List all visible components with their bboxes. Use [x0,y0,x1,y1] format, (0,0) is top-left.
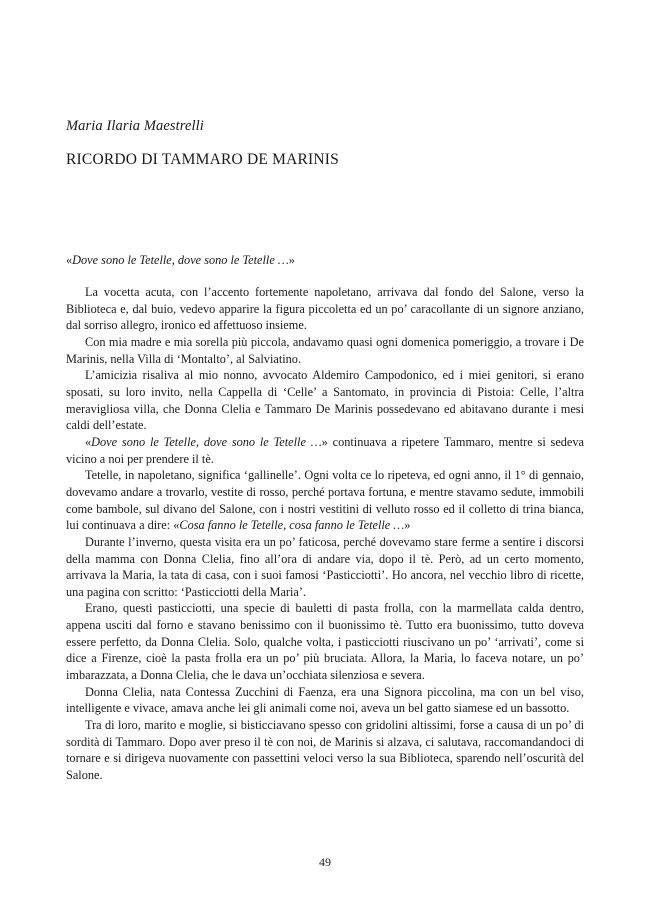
paragraph: L’amicizia risaliva al mio nonno, avvocato Aldemiro Campodonico, ed i miei genitori, si erano sposati, su loro invito, nella Cappella di ‘Celle’ a Santomato, in provincia di Pistoia: Celle, l’altra meravigliosa villa, che Donna Clelia e Tammaro De Marinis possedevano ed abitavano durante i mesi caldi dell’estate. [66,368,584,433]
page-number: 49 [319,855,331,869]
paragraph-close-quote: » [321,434,328,449]
paragraph-close-quote: » [404,518,411,533]
paragraph [66,467,584,534]
paragraph: Donna Clelia, nata Contessa Zucchini di Faenza, era una Signora piccolina, ma con un bel viso, intelligente e vivace, amava anche lei gli animali come noi, aveva un bel gatto siamese ed un bassotto. [66,684,584,716]
paragraph-rest: continuava a ripetere Tammaro, mentre si sedeva vicino a noi per prendere il tè. [66,434,584,466]
paragraph: Erano, questi pasticciotti, una specie di bauletti di pasta frolla, con la marmellata calda dentro, appena usciti dal forno e stavano benissimo con il buonissimo tè. Tutto era buonissimo, tutto doveva essere perfetto, da Donna Clelia. Solo, qualche volta, i pasticciotti riuscivano un po’ ‘arrivati’, come si dice a Firenze, cioè la pasta frolla era un po’ più bruciata. Allora, la Maria, lo faceva notare, un po’ imbarazzata, a Donna Clelia, che le dava un’occhiata silenziosa e severa. [66,601,584,683]
paragraph-italic-quote: Cosa fanno le Tetelle, cosa fanno le Tetelle … [179,518,405,533]
author-name: Maria Ilaria Maestrelli [66,118,204,134]
paragraph-text: Tetelle, in napoletano, significa ‘gallinelle’. Ogni volta ce lo ripeteva, ed ogni anno, il 1° di gennaio, dovevamo andare a trovarlo, vestite di rosso, perché portava fortuna, e mentre stavamo sedute, immobili come bambole, sul divano del Salone, con i nostri vestitini di velluto rosso ed il colletto di trina bianca, lui continuava a dire: « [66,468,584,533]
epigraph [66,253,586,268]
paragraph [66,434,584,467]
paragraph: La vocetta acuta, con l’accento fortemente napoletano, arrivava dal fondo del Salone, verso la Biblioteca e, dal buio, vedevo apparire la figura piccoletta ed un po’ caracollante di un signore anziano, dal sorriso allegro, ironico ed affettuoso insieme. [66,285,584,333]
body-text [66,284,584,784]
article-title: RICORDO DI TAMMARO DE MARINIS [66,151,339,168]
epigraph-text: Dove sono le Tetelle, dove sono le Tetelle … [72,253,289,267]
epigraph-close-quote: » [288,253,295,267]
paragraph-italic-quote: Dove sono le Tetelle, dove sono le Tetelle … [91,434,322,449]
epigraph-open-quote: « [66,253,73,267]
paragraph: Con mia madre e mia sorella più piccola, andavamo quasi ogni domenica pomeriggio, a trovare i De Marinis, nella Villa di ‘Montalto’, al Salviatino. [66,334,584,366]
paragraph-open-quote: « [85,434,92,449]
paragraph: Durante l’inverno, questa visita era un po’ faticosa, perché dovevamo stare ferme a sentire i discorsi della mamma con Donna Clelia, fino all’ora di andare via, dopo il tè. Però, ad un certo momento, arrivava la Maria, la tata di casa, con i suoi famosi ‘Pasticciotti’. Ho ancora, nel vecchio libro di ricette, una pagina con scritto: ‘Pasticciotti della Maria’. [66,534,584,599]
paragraph: Tra di loro, marito e moglie, si bisticciavano spesso con gridolini altissimi, forse a causa di un po’ di sordità di Tammaro. Dopo aver preso il tè con noi, de Marinis si alzava, ci salutava, raccomandandoci di tornare e si dirigeva nuovamente con passettini veloci verso la sua Biblioteca, sparendo nell’oscurità del Salone. [66,718,584,783]
